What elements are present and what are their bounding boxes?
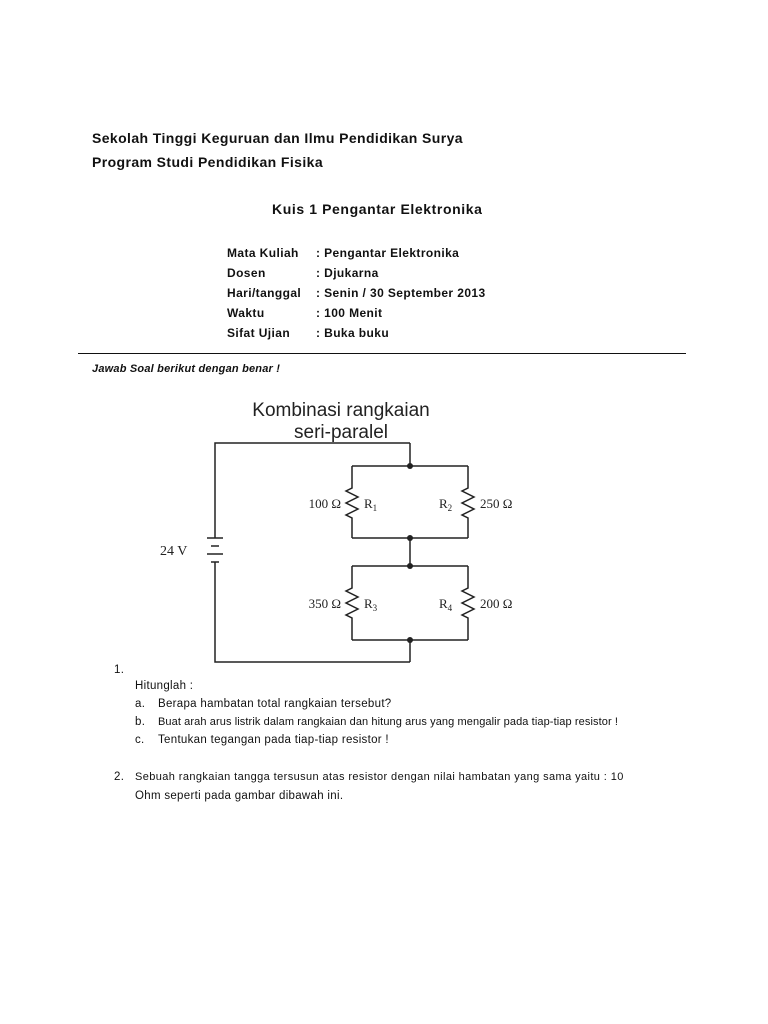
circuit-title-line1: Kombinasi rangkaian xyxy=(252,400,430,421)
info-value-exam-type: : Buka buku xyxy=(316,326,390,340)
q1-item-letter: c. xyxy=(135,734,145,746)
info-label-duration: Waktu xyxy=(227,306,265,320)
r4-label: $R_4$ xyxy=(439,596,453,613)
resistor-r1 xyxy=(346,466,358,538)
q1-intro: Hitunglah : xyxy=(135,680,194,692)
r3-label: $R_3$ xyxy=(364,596,378,613)
info-value-duration: : 100 Menit xyxy=(316,306,383,320)
instruction-text: Jawab Soal berikut dengan benar ! xyxy=(92,363,281,375)
q2-number: 2. xyxy=(114,771,125,783)
q2-line2: Ohm seperti pada gambar dibawah ini. xyxy=(135,790,344,802)
q1-number: 1. xyxy=(114,664,125,676)
r1-label: $R_1$ xyxy=(364,496,378,513)
info-value-lecturer: : Djukarna xyxy=(316,266,379,280)
junction-dot xyxy=(407,563,413,569)
info-label-lecturer: Dosen xyxy=(227,266,266,280)
junction-dot xyxy=(407,463,413,469)
q1-item-text: Buat arah arus listrik dalam rangkaian dan hitung arus yang mengalir pada tiap-tiap resistor ! xyxy=(158,716,619,728)
r1-value: 100 Ω xyxy=(308,496,341,511)
resistor-r3 xyxy=(346,566,358,640)
q1-item-text: Berapa hambatan total rangkaian tersebut? xyxy=(158,698,392,710)
r2-value: 250 Ω xyxy=(480,496,513,511)
source-voltage-label: 24 V xyxy=(160,544,188,559)
q1-item-text: Tentukan tegangan pada tiap-tiap resistor ! xyxy=(158,734,389,746)
q1-item-letter: b. xyxy=(135,716,146,728)
circuit-title-line2: seri-paralel xyxy=(294,422,388,443)
r4-value: 200 Ω xyxy=(480,596,513,611)
r2-label: $R_2$ xyxy=(439,496,453,513)
r3-value: 350 Ω xyxy=(308,596,341,611)
junction-dot xyxy=(407,637,413,643)
wire-bottom-left xyxy=(215,562,410,662)
institution-name: Sekolah Tinggi Keguruan dan Ilmu Pendidikan Surya xyxy=(92,130,463,146)
q1-item-letter: a. xyxy=(135,698,146,710)
resistor-r4 xyxy=(462,566,474,640)
info-value-date: : Senin / 30 September 2013 xyxy=(316,286,486,300)
q2-line1: Sebuah rangkaian tangga tersusun atas resistor dengan nilai hambatan yang sama yaitu : 10 xyxy=(135,771,624,783)
info-label-course: Mata Kuliah xyxy=(227,246,299,260)
program-name: Program Studi Pendidikan Fisika xyxy=(92,154,324,170)
info-label-exam-type: Sifat Ujian xyxy=(227,326,291,340)
info-value-course: : Pengantar Elektronika xyxy=(316,246,460,260)
resistor-r2 xyxy=(462,466,474,538)
info-label-date: Hari/tanggal xyxy=(227,286,302,300)
wire-top-left xyxy=(215,443,410,538)
quiz-title: Kuis 1 Pengantar Elektronika xyxy=(272,201,483,217)
junction-dot xyxy=(407,535,413,541)
